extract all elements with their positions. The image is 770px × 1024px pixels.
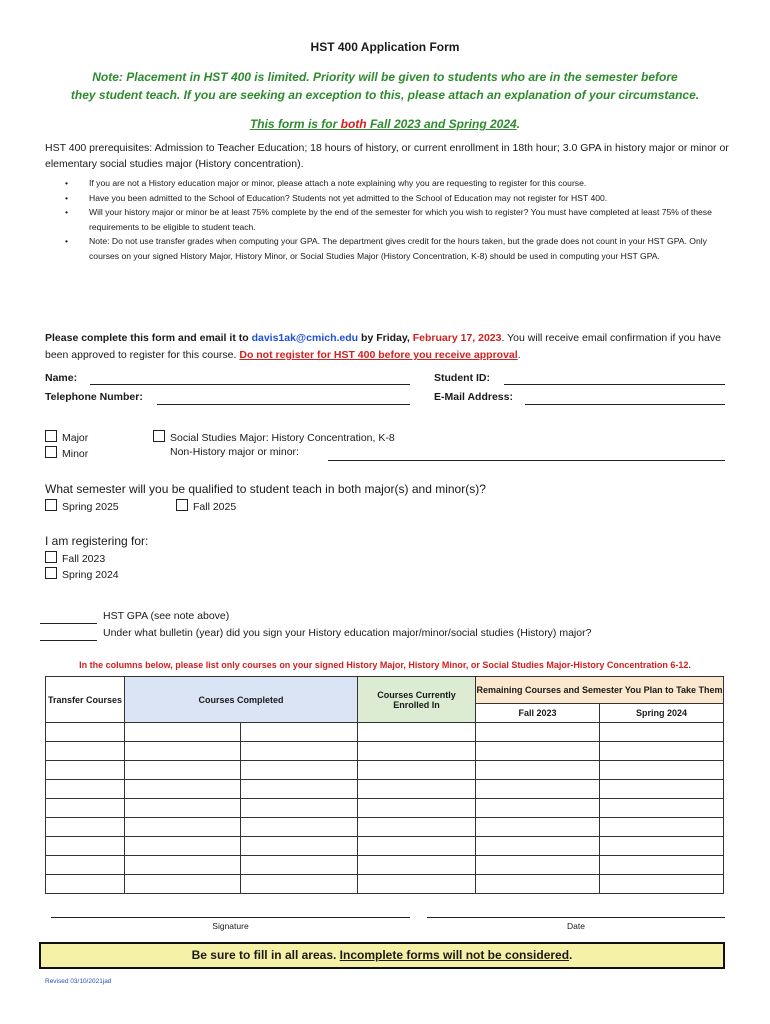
table-cell[interactable] xyxy=(358,799,476,818)
student-id-label: Student ID: xyxy=(434,372,490,384)
table-cell[interactable] xyxy=(46,856,125,875)
instructions-part-1: Please complete this form and email it to xyxy=(45,332,252,344)
table-cell[interactable] xyxy=(600,875,724,894)
table-row xyxy=(46,875,724,894)
table-cell[interactable] xyxy=(476,742,600,761)
prerequisite-bullets xyxy=(45,176,730,263)
table-cell[interactable] xyxy=(241,856,358,875)
table-cell[interactable] xyxy=(241,799,358,818)
non-history-field[interactable] xyxy=(328,460,725,461)
completion-banner xyxy=(39,942,725,969)
table-row xyxy=(46,780,724,799)
table-cell[interactable] xyxy=(46,742,125,761)
table-cell[interactable] xyxy=(46,799,125,818)
table-cell[interactable] xyxy=(476,780,600,799)
gpa-label: HST GPA (see note above) xyxy=(103,610,230,622)
table-cell[interactable] xyxy=(241,723,358,742)
semester-notice-prefix: This form is for xyxy=(249,117,341,131)
table-cell[interactable] xyxy=(125,875,241,894)
table-row xyxy=(46,856,724,875)
bullet-item: • Note: Do not use transfer grades when computing your GPA. The department gives credit for the hours taken, but the grade does not count in your HST GPA. Only courses on your signed History Major, History Minor, or Social Studies Major (History Concentration, K-8) should be used in computing your HST GPA. xyxy=(45,234,730,263)
form-title: HST 400 Application Form xyxy=(310,40,460,54)
name-field[interactable] xyxy=(90,384,410,385)
header-remaining-courses: Remaining Courses and Semester You Plan to Take Them xyxy=(476,677,724,704)
table-cell[interactable] xyxy=(125,761,241,780)
table-cell[interactable] xyxy=(125,799,241,818)
table-cell[interactable] xyxy=(125,780,241,799)
spring-2024-option[interactable] xyxy=(45,567,119,581)
student-teach-question: What semester will you be qualified to student teach in both major(s) and minor(s)? xyxy=(45,482,486,496)
telephone-label: Telephone Number: xyxy=(45,391,143,403)
major-checkbox[interactable] xyxy=(45,430,57,442)
table-cell[interactable] xyxy=(125,742,241,761)
social-studies-option[interactable] xyxy=(153,430,395,444)
spring-2024-label: Spring 2024 xyxy=(62,569,119,581)
table-cell[interactable] xyxy=(125,837,241,856)
minor-option[interactable] xyxy=(45,446,88,460)
table-cell[interactable] xyxy=(600,761,724,780)
table-cell[interactable] xyxy=(358,856,476,875)
name-label: Name: xyxy=(45,372,78,384)
table-cell[interactable] xyxy=(241,818,358,837)
email-label: E-Mail Address: xyxy=(434,391,513,403)
header-courses-completed: Courses Completed xyxy=(125,677,358,723)
table-cell[interactable] xyxy=(46,761,125,780)
header-currently-enrolled: Courses Currently Enrolled In xyxy=(358,677,476,723)
social-studies-label: Social Studies Major: History Concentration, K-8 xyxy=(170,432,395,444)
table-cell[interactable] xyxy=(476,837,600,856)
table-cell[interactable] xyxy=(358,723,476,742)
minor-label: Minor xyxy=(62,448,89,460)
table-cell[interactable] xyxy=(600,837,724,856)
semester-notice-period: . xyxy=(516,117,521,131)
bullet-item: • Have you been admitted to the School of Education? Students not yet admitted to the School of Education may not register for HST 400. xyxy=(45,191,730,206)
student-id-field[interactable] xyxy=(504,384,725,385)
table-cell[interactable] xyxy=(46,837,125,856)
spring-2025-option[interactable] xyxy=(45,499,119,513)
header-spring-2024: Spring 2024 xyxy=(600,704,724,723)
banner-end: . xyxy=(569,948,573,962)
table-cell[interactable] xyxy=(241,761,358,780)
placement-note-line-2: they student teach. If you are seeking an exception to this, please attach an explanation of your circumstance. xyxy=(70,88,700,102)
table-cell[interactable] xyxy=(125,723,241,742)
table-cell[interactable] xyxy=(600,742,724,761)
semester-notice-both: both xyxy=(340,117,367,131)
prerequisites-text: HST 400 prerequisites: Admission to Teacher Education; 18 hours of history, or current enrollment in 18th hour; 3.0 GPA in history major or minor or elementary social studies major (History concentration). xyxy=(45,142,729,170)
table-row xyxy=(46,837,724,856)
table-cell[interactable] xyxy=(476,856,600,875)
fall-2023-option[interactable] xyxy=(45,551,105,565)
deadline-date: February 17, 2023 xyxy=(412,332,502,344)
revision-note: Revised 03/10/2021jad xyxy=(45,978,112,985)
table-row xyxy=(46,818,724,837)
table-cell[interactable] xyxy=(46,875,125,894)
courses-instruction: In the columns below, please list only courses on your signed History Major, History Minor, or Social Studies Major-History Concentration 6-12. xyxy=(79,660,691,670)
semester-notice xyxy=(0,117,770,131)
major-label: Major xyxy=(62,432,89,444)
table-cell[interactable] xyxy=(241,780,358,799)
social-studies-checkbox[interactable] xyxy=(153,430,165,442)
registration-warning: Do not register for HST 400 before you receive approval xyxy=(239,349,518,361)
bullet-item: • Will your history major or minor be at least 75% complete by the end of the semester for which you wish to register? You must have completed at least 75% of these requirements to be eligible to student teach. xyxy=(45,205,730,234)
non-history-label: Non-History major or minor: xyxy=(170,446,299,458)
table-cell[interactable] xyxy=(241,742,358,761)
spring-2024-checkbox[interactable] xyxy=(45,567,57,579)
table-cell[interactable] xyxy=(125,856,241,875)
major-option[interactable] xyxy=(45,430,88,444)
fall-2025-checkbox[interactable] xyxy=(176,499,188,511)
spring-2025-label: Spring 2025 xyxy=(62,501,119,513)
spring-2025-checkbox[interactable] xyxy=(45,499,57,511)
table-cell[interactable] xyxy=(358,742,476,761)
table-cell[interactable] xyxy=(600,780,724,799)
fall-2023-label: Fall 2023 xyxy=(62,553,106,565)
telephone-field[interactable] xyxy=(157,404,410,405)
banner-part-1: Be sure to fill in all areas. xyxy=(191,948,340,962)
table-row xyxy=(46,723,724,742)
table-cell[interactable] xyxy=(241,837,358,856)
registering-label: I am registering for: xyxy=(45,534,149,548)
table-cell[interactable] xyxy=(46,780,125,799)
email-field[interactable] xyxy=(525,404,725,405)
table-cell[interactable] xyxy=(476,799,600,818)
signature-field[interactable] xyxy=(51,917,410,918)
submission-instructions xyxy=(45,330,735,364)
table-cell[interactable] xyxy=(46,818,125,837)
table-cell[interactable] xyxy=(46,723,125,742)
table-cell[interactable] xyxy=(476,818,600,837)
table-cell[interactable] xyxy=(476,761,600,780)
table-cell[interactable] xyxy=(600,818,724,837)
table-cell[interactable] xyxy=(358,780,476,799)
gpa-field[interactable] xyxy=(40,623,97,624)
courses-table xyxy=(45,676,724,894)
header-transfer-courses: Transfer Courses xyxy=(46,677,125,723)
table-cell[interactable] xyxy=(358,761,476,780)
table-cell[interactable] xyxy=(600,799,724,818)
table-cell[interactable] xyxy=(241,875,358,894)
minor-checkbox[interactable] xyxy=(45,446,57,458)
header-fall-2023: Fall 2023 xyxy=(476,704,600,723)
contact-email-link[interactable]: davis1ak@cmich.edu xyxy=(251,332,359,344)
table-cell[interactable] xyxy=(125,818,241,837)
table-cell[interactable] xyxy=(476,875,600,894)
placement-note-line-1: Note: Placement in HST 400 is limited. Priority will be given to students who are in the semester before xyxy=(92,70,678,84)
bulletin-year-field[interactable] xyxy=(40,640,97,641)
bullet-item: • If you are not a History education major or minor, please attach a note explaining why you are requesting to register for this course. xyxy=(45,176,730,191)
table-cell[interactable] xyxy=(476,723,600,742)
table-cell[interactable] xyxy=(358,875,476,894)
fall-2025-label: Fall 2025 xyxy=(193,501,237,513)
table-row xyxy=(46,742,724,761)
fall-2025-option[interactable] xyxy=(176,499,236,513)
date-label: Date xyxy=(567,921,585,931)
table-row xyxy=(46,799,724,818)
instructions-end: . xyxy=(517,349,521,361)
instructions-part-3: . You will receive email confirmation if you have been approved to register for this course. xyxy=(45,332,721,361)
bulletin-label: Under what bulletin (year) did you sign your History education major/minor/social studies (History) major? xyxy=(103,627,592,639)
banner-part-2: Incomplete forms will not be considered xyxy=(339,948,570,962)
table-cell[interactable] xyxy=(600,723,724,742)
table-row xyxy=(46,761,724,780)
table-cell[interactable] xyxy=(600,856,724,875)
fall-2023-checkbox[interactable] xyxy=(45,551,57,563)
table-cell[interactable] xyxy=(358,837,476,856)
signature-label: Signature xyxy=(212,921,249,931)
instructions-part-2: by Friday, xyxy=(358,332,413,344)
table-cell[interactable] xyxy=(358,818,476,837)
semester-notice-suffix: Fall 2023 and Spring 2024 xyxy=(366,117,517,131)
date-field[interactable] xyxy=(427,917,725,918)
